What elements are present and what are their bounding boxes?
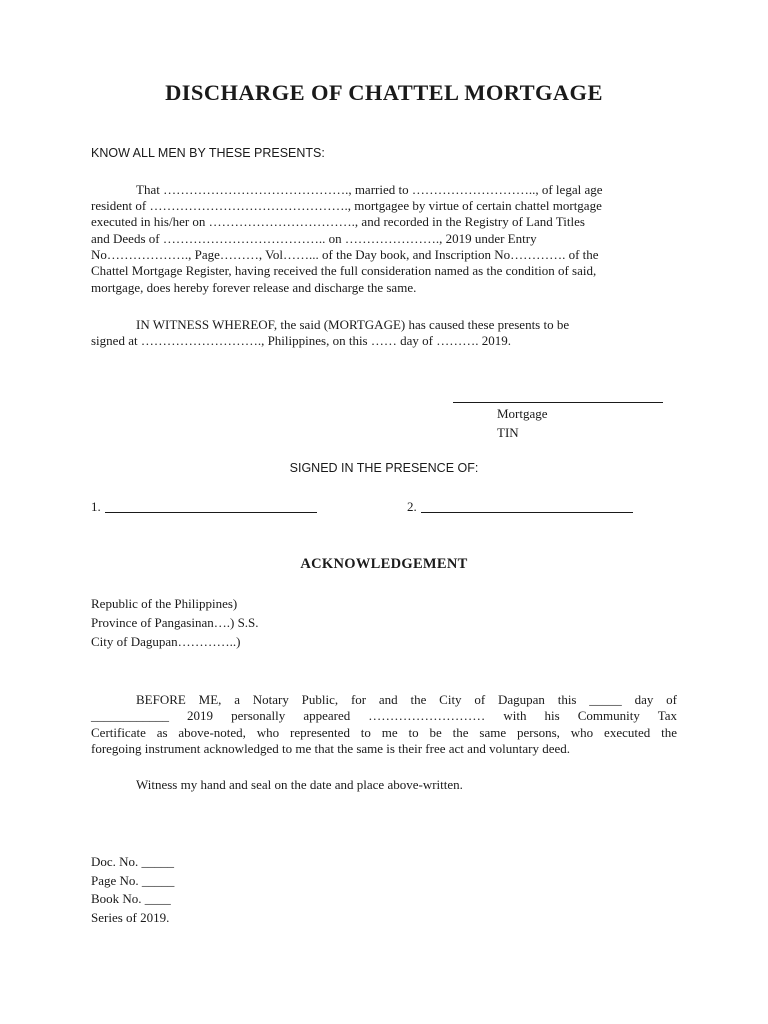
series-year: Series of 2019.	[91, 910, 170, 925]
doc-number: Doc. No. _____	[91, 854, 175, 869]
acknowledgement-heading: ACKNOWLEDGEMENT	[300, 556, 468, 572]
signature-line-mortgagee	[453, 402, 663, 403]
witness-2-signature-line	[421, 512, 633, 513]
signatory-name: Mortgage	[497, 406, 548, 421]
paragraph-line: resident of ………………………………………., mortgagee by virtue of certain chattel mortgage	[91, 198, 602, 213]
venue-line: Province of Pangasinan….) S.S.	[91, 615, 259, 630]
body-line: BEFORE ME, a Notary Public, for and the City of Dagupan this _____ day of	[136, 692, 677, 707]
body-line: foregoing instrument acknowledged to me that the same is their free act and voluntary deed.	[91, 740, 571, 756]
page-number: Page No. _____	[91, 873, 175, 888]
acknowledgement-body	[91, 692, 677, 757]
paragraph-line: signed at ………………………., Philippines, on this …… day of ………. 2019.	[91, 333, 511, 348]
witness-hand-seal: Witness my hand and seal on the date and place above-written.	[136, 777, 463, 792]
presence-heading: SIGNED IN THE PRESENCE OF:	[289, 461, 479, 475]
paragraph-line: mortgage, does hereby forever release and discharge the same.	[91, 280, 417, 295]
paragraph-line: and Deeds of ……………………………….. on …………………., 2019 under Entry	[91, 231, 537, 246]
paragraph-line: Chattel Mortgage Register, having received the full consideration named as the condition of said,	[91, 263, 597, 278]
signatory-tin: TIN	[497, 425, 519, 440]
venue-line: Republic of the Philippines)	[91, 596, 238, 611]
document-title: DISCHARGE OF CHATTEL MORTGAGE	[165, 80, 603, 105]
witness-1-signature-line	[105, 512, 317, 513]
venue-line: City of Dagupan…………..)	[91, 634, 241, 649]
paragraph-line: executed in his/her on ……………………………., and recorded in the Registry of Land Titles	[91, 214, 585, 229]
body-line: Certificate as above-noted, who represented to me to be the same persons, who executed the	[91, 724, 677, 740]
paragraph-line: No………………., Page………, Vol……... of the Day book, and Inscription No…………. of the	[91, 247, 599, 262]
witness-1-number: 1.	[91, 499, 101, 514]
intro-heading: KNOW ALL MEN BY THESE PRESENTS:	[91, 146, 325, 160]
paragraph-line: IN WITNESS WHEREOF, the said (MORTGAGE) has caused these presents to be	[136, 317, 570, 332]
book-number: Book No. ____	[91, 891, 171, 906]
witness-2-number: 2.	[407, 499, 417, 514]
body-line: ____________ 2019 personally appeared ……………………… with his Community Tax	[91, 708, 677, 724]
paragraph-line: That ……………………………………., married to ……………………….., of legal age	[136, 182, 603, 197]
